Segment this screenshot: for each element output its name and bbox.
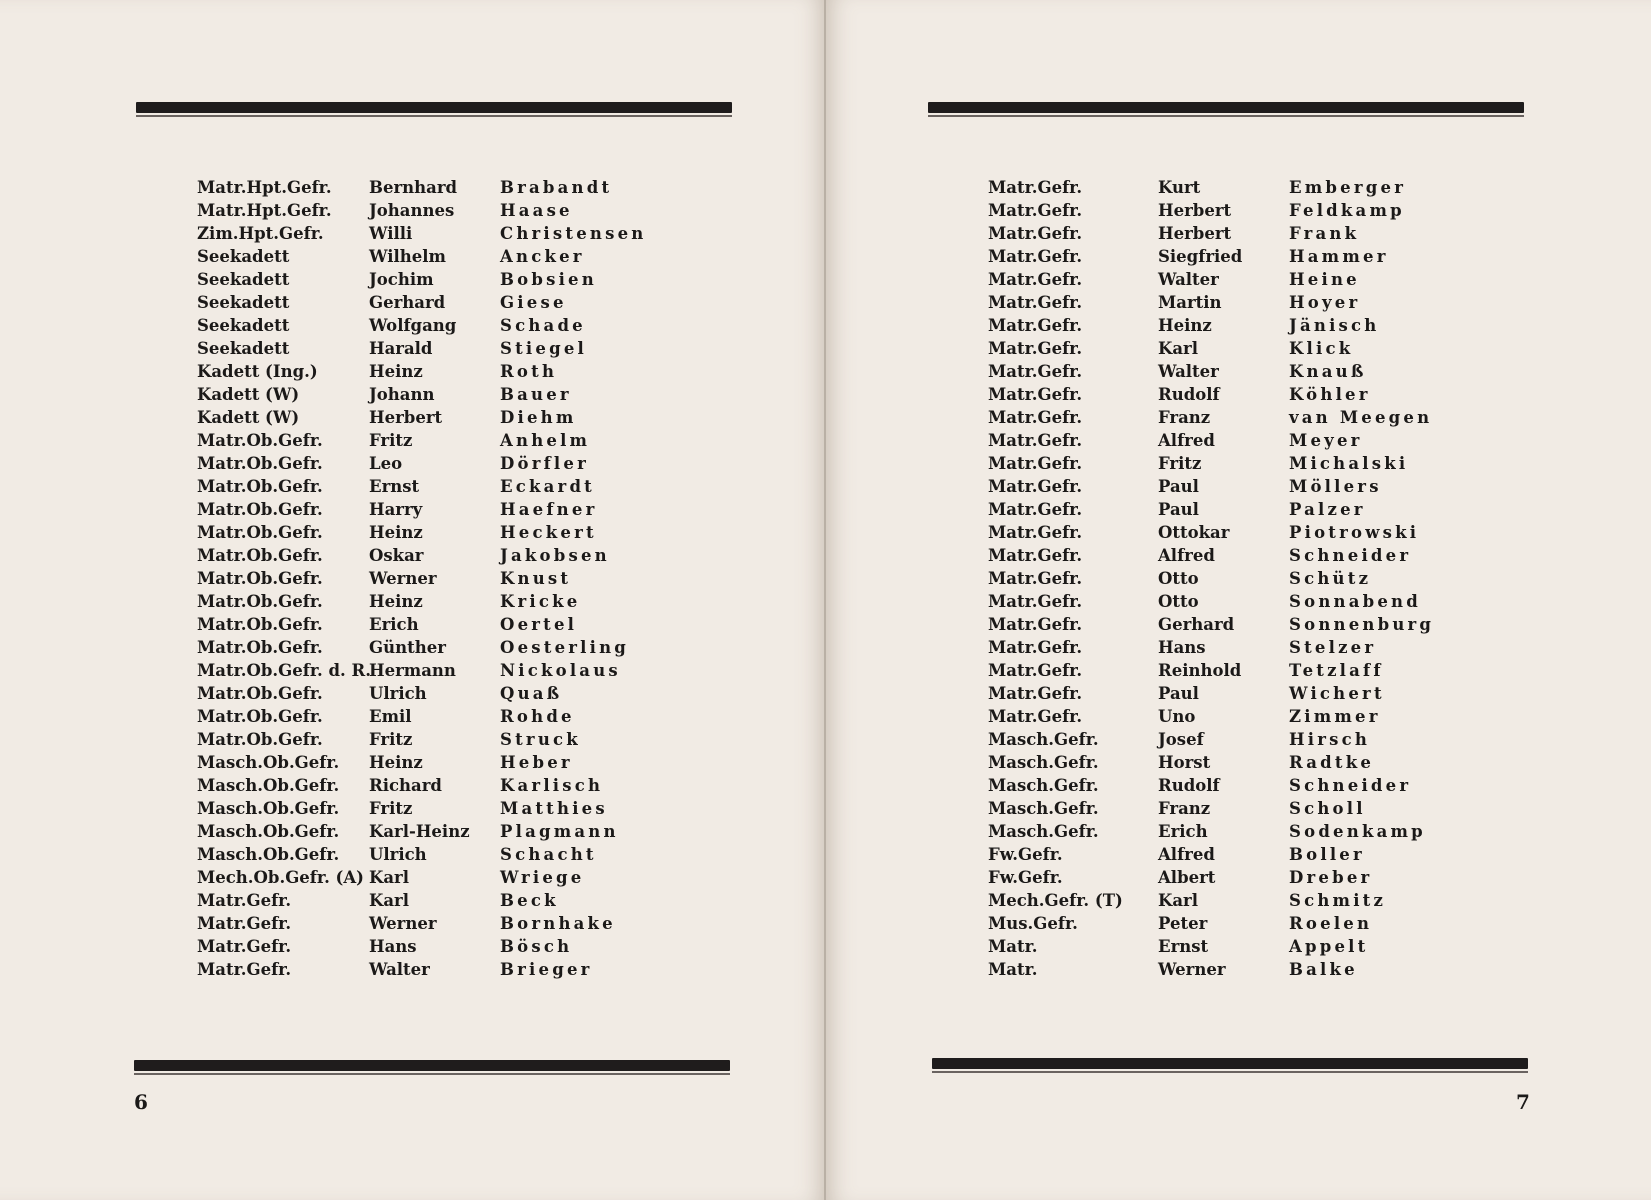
last-name-cell: Roelen	[1289, 914, 1373, 933]
first-name-cell: Siegfried	[1158, 247, 1243, 266]
rank-cell: Fw.Gefr.	[988, 845, 1063, 864]
rank-cell: Fw.Gefr.	[988, 868, 1063, 887]
last-name-cell: Wriege	[500, 868, 585, 887]
roster-row	[988, 291, 1434, 314]
first-name-cell: Gerhard	[1158, 615, 1235, 634]
last-name-cell: Eckardt	[500, 477, 595, 496]
last-name-cell: Köhler	[1289, 385, 1371, 404]
rank-cell: Matr.Gefr.	[988, 615, 1083, 634]
roster-row	[988, 866, 1434, 889]
first-name-cell: Horst	[1158, 753, 1211, 772]
roster-row	[197, 797, 646, 820]
rank-cell: Matr.Ob.Gefr.	[197, 615, 323, 634]
first-name-cell: Heinz	[369, 592, 423, 611]
rank-cell: Masch.Gefr.	[988, 730, 1099, 749]
first-name-cell: Alfred	[1158, 845, 1215, 864]
roster-row	[197, 705, 646, 728]
rank-cell: Mech.Ob.Gefr. (A)	[197, 868, 364, 887]
first-name-cell: Harald	[369, 339, 433, 358]
last-name-cell: Scholl	[1289, 799, 1366, 818]
first-name-cell: Alfred	[1158, 431, 1215, 450]
rank-cell: Seekadett	[197, 339, 290, 358]
roster-row	[197, 728, 646, 751]
roster-row	[988, 406, 1434, 429]
rank-cell: Matr.Gefr.	[197, 937, 292, 956]
first-name-cell: Fritz	[369, 730, 413, 749]
rank-cell: Masch.Gefr.	[988, 799, 1099, 818]
roster-row	[988, 544, 1434, 567]
first-name-cell: Heinz	[369, 362, 423, 381]
roster-row	[988, 245, 1434, 268]
rank-cell: Seekadett	[197, 316, 290, 335]
rank-cell: Masch.Ob.Gefr.	[197, 776, 340, 795]
first-name-cell: Karl	[1158, 339, 1198, 358]
first-name-cell: Fritz	[369, 799, 413, 818]
last-name-cell: Schneider	[1289, 776, 1412, 795]
last-name-cell: Bobsien	[500, 270, 597, 289]
header-rule	[928, 102, 1524, 113]
first-name-cell: Karl	[1158, 891, 1198, 910]
last-name-cell: Nickolaus	[500, 661, 621, 680]
last-name-cell: Tetzlaff	[1289, 661, 1384, 680]
rank-cell: Matr.	[988, 960, 1038, 979]
page-right	[826, 0, 1651, 1200]
roster-row	[197, 222, 646, 245]
rank-cell: Matr.Ob.Gefr.	[197, 730, 323, 749]
first-name-cell: Karl-Heinz	[369, 822, 470, 841]
last-name-cell: Quaß	[500, 684, 563, 703]
rank-cell: Matr.Gefr.	[988, 523, 1083, 542]
roster-list	[197, 176, 646, 981]
last-name-cell: Hirsch	[1289, 730, 1371, 749]
roster-row	[988, 843, 1434, 866]
last-name-cell: Zimmer	[1289, 707, 1381, 726]
rank-cell: Matr.Gefr.	[197, 960, 292, 979]
roster-row	[197, 429, 646, 452]
last-name-cell: Meyer	[1289, 431, 1363, 450]
rank-cell: Seekadett	[197, 247, 290, 266]
last-name-cell: Haase	[500, 201, 573, 220]
first-name-cell: Hermann	[369, 661, 456, 680]
rank-cell: Matr.Gefr.	[988, 684, 1083, 703]
rank-cell: Kadett (W)	[197, 408, 300, 427]
first-name-cell: Günther	[369, 638, 446, 657]
rank-cell: Matr.Gefr.	[988, 178, 1083, 197]
roster-row	[988, 636, 1434, 659]
first-name-cell: Bernhard	[369, 178, 458, 197]
first-name-cell: Willi	[369, 224, 413, 243]
roster-row	[197, 268, 646, 291]
rank-cell: Matr.Gefr.	[988, 247, 1083, 266]
last-name-cell: Christensen	[500, 224, 647, 243]
roster-row	[988, 682, 1434, 705]
roster-row	[197, 245, 646, 268]
roster-row	[988, 912, 1434, 935]
first-name-cell: Paul	[1158, 500, 1199, 519]
first-name-cell: Ernst	[1158, 937, 1209, 956]
last-name-cell: Stiegel	[500, 339, 588, 358]
first-name-cell: Alfred	[1158, 546, 1215, 565]
first-name-cell: Leo	[369, 454, 403, 473]
first-name-cell: Wilhelm	[369, 247, 446, 266]
roster-row	[197, 544, 646, 567]
first-name-cell: Ernst	[369, 477, 420, 496]
last-name-cell: Brabandt	[500, 178, 613, 197]
first-name-cell: Paul	[1158, 684, 1199, 703]
last-name-cell: Ancker	[500, 247, 585, 266]
roster-row	[197, 590, 646, 613]
first-name-cell: Heinz	[1158, 316, 1212, 335]
first-name-cell: Werner	[1158, 960, 1226, 979]
last-name-cell: Oertel	[500, 615, 578, 634]
rank-cell: Matr.Gefr.	[988, 707, 1083, 726]
roster-row	[988, 613, 1434, 636]
roster-row	[197, 843, 646, 866]
last-name-cell: Beck	[500, 891, 559, 910]
roster-row	[197, 291, 646, 314]
first-name-cell: Werner	[369, 914, 437, 933]
last-name-cell: Bauer	[500, 385, 572, 404]
first-name-cell: Walter	[369, 960, 430, 979]
roster-row	[988, 751, 1434, 774]
last-name-cell: Knauß	[1289, 362, 1367, 381]
last-name-cell: Wichert	[1289, 684, 1385, 703]
last-name-cell: Feldkamp	[1289, 201, 1405, 220]
first-name-cell: Fritz	[1158, 454, 1202, 473]
rank-cell: Matr.Ob.Gefr.	[197, 638, 323, 657]
first-name-cell: Wolfgang	[369, 316, 457, 335]
last-name-cell: Haefner	[500, 500, 598, 519]
rank-cell: Matr.Gefr.	[988, 224, 1083, 243]
rank-cell: Matr.Gefr.	[988, 316, 1083, 335]
last-name-cell: Roth	[500, 362, 558, 381]
roster-row	[988, 452, 1434, 475]
roster-row	[988, 705, 1434, 728]
rank-cell: Matr.Gefr.	[988, 638, 1083, 657]
roster-row	[988, 498, 1434, 521]
first-name-cell: Oskar	[369, 546, 424, 565]
last-name-cell: Brieger	[500, 960, 593, 979]
roster-row	[988, 774, 1434, 797]
first-name-cell: Herbert	[1158, 201, 1232, 220]
last-name-cell: Karlisch	[500, 776, 604, 795]
last-name-cell: Boller	[1289, 845, 1365, 864]
rank-cell: Matr.Ob.Gefr.	[197, 707, 323, 726]
roster-row	[197, 774, 646, 797]
first-name-cell: Josef	[1158, 730, 1204, 749]
first-name-cell: Reinhold	[1158, 661, 1242, 680]
last-name-cell: Hammer	[1289, 247, 1389, 266]
rank-cell: Matr.Gefr.	[988, 293, 1083, 312]
rank-cell: Matr.Ob.Gefr.	[197, 592, 323, 611]
last-name-cell: Schade	[500, 316, 586, 335]
roster-row	[197, 912, 646, 935]
last-name-cell: Plagmann	[500, 822, 619, 841]
rank-cell: Matr.Gefr.	[988, 477, 1083, 496]
first-name-cell: Rudolf	[1158, 385, 1220, 404]
last-name-cell: Klick	[1289, 339, 1354, 358]
rank-cell: Matr.Hpt.Gefr.	[197, 201, 332, 220]
rank-cell: Matr.Gefr.	[988, 431, 1083, 450]
last-name-cell: Dörfler	[500, 454, 589, 473]
first-name-cell: Otto	[1158, 592, 1199, 611]
rank-cell: Matr.Ob.Gefr.	[197, 523, 323, 542]
rank-cell: Mus.Gefr.	[988, 914, 1078, 933]
roster-row	[988, 521, 1434, 544]
last-name-cell: Dreber	[1289, 868, 1373, 887]
last-name-cell: Struck	[500, 730, 581, 749]
first-name-cell: Karl	[369, 891, 409, 910]
roster-row	[197, 406, 646, 429]
last-name-cell: Michalski	[1289, 454, 1409, 473]
rank-cell: Matr.Gefr.	[988, 454, 1083, 473]
last-name-cell: Schneider	[1289, 546, 1412, 565]
roster-row	[197, 521, 646, 544]
last-name-cell: Appelt	[1289, 937, 1369, 956]
rank-cell: Matr.Gefr.	[197, 891, 292, 910]
rank-cell: Matr.Gefr.	[197, 914, 292, 933]
roster-row	[197, 199, 646, 222]
last-name-cell: Rohde	[500, 707, 575, 726]
last-name-cell: Oesterling	[500, 638, 630, 657]
last-name-cell: Heine	[1289, 270, 1360, 289]
rank-cell: Masch.Ob.Gefr.	[197, 753, 340, 772]
roster-row	[988, 429, 1434, 452]
rank-cell: Matr.Gefr.	[988, 546, 1083, 565]
roster-row	[988, 935, 1434, 958]
first-name-cell: Heinz	[369, 523, 423, 542]
roster-row	[197, 498, 646, 521]
first-name-cell: Ulrich	[369, 684, 427, 703]
roster-row	[988, 176, 1434, 199]
first-name-cell: Heinz	[369, 753, 423, 772]
rank-cell: Kadett (W)	[197, 385, 300, 404]
first-name-cell: Albert	[1158, 868, 1216, 887]
last-name-cell: Stelzer	[1289, 638, 1377, 657]
roster-row	[988, 590, 1434, 613]
rank-cell: Seekadett	[197, 293, 290, 312]
roster-row	[197, 935, 646, 958]
roster-row	[988, 958, 1434, 981]
first-name-cell: Ottokar	[1158, 523, 1230, 542]
last-name-cell: Frank	[1289, 224, 1360, 243]
roster-row	[988, 383, 1434, 406]
first-name-cell: Herbert	[369, 408, 443, 427]
first-name-cell: Fritz	[369, 431, 413, 450]
roster-row	[988, 797, 1434, 820]
first-name-cell: Johannes	[369, 201, 455, 220]
first-name-cell: Paul	[1158, 477, 1199, 496]
rank-cell: Matr.Ob.Gefr.	[197, 500, 323, 519]
first-name-cell: Karl	[369, 868, 409, 887]
roster-row	[197, 383, 646, 406]
first-name-cell: Franz	[1158, 799, 1211, 818]
last-name-cell: Radtke	[1289, 753, 1375, 772]
roster-row	[197, 360, 646, 383]
page-number: 6	[134, 1090, 148, 1114]
first-name-cell: Erich	[369, 615, 419, 634]
rank-cell: Matr.Gefr.	[988, 339, 1083, 358]
rank-cell: Matr.Ob.Gefr.	[197, 546, 323, 565]
last-name-cell: Diehm	[500, 408, 577, 427]
rank-cell: Matr.Ob.Gefr.	[197, 454, 323, 473]
roster-row	[197, 636, 646, 659]
first-name-cell: Franz	[1158, 408, 1211, 427]
first-name-cell: Uno	[1158, 707, 1196, 726]
roster-row	[197, 866, 646, 889]
roster-row	[988, 567, 1434, 590]
last-name-cell: Jänisch	[1289, 316, 1380, 335]
first-name-cell: Richard	[369, 776, 442, 795]
roster-row	[988, 728, 1434, 751]
last-name-cell: Matthies	[500, 799, 608, 818]
last-name-cell: Sonnenburg	[1289, 615, 1435, 634]
first-name-cell: Jochim	[369, 270, 434, 289]
roster-row	[988, 659, 1434, 682]
first-name-cell: Walter	[1158, 270, 1219, 289]
last-name-cell: Jakobsen	[500, 546, 610, 565]
last-name-cell: Giese	[500, 293, 567, 312]
first-name-cell: Rudolf	[1158, 776, 1220, 795]
roster-row	[988, 314, 1434, 337]
roster-row	[197, 889, 646, 912]
rank-cell: Matr.Gefr.	[988, 362, 1083, 381]
last-name-cell: Möllers	[1289, 477, 1382, 496]
roster-row	[988, 268, 1434, 291]
rank-cell: Matr.Gefr.	[988, 270, 1083, 289]
rank-cell: Matr.Ob.Gefr.	[197, 477, 323, 496]
header-rule	[136, 102, 732, 113]
last-name-cell: Knust	[500, 569, 572, 588]
rank-cell: Mech.Gefr. (T)	[988, 891, 1123, 910]
roster-row	[197, 567, 646, 590]
rank-cell: Seekadett	[197, 270, 290, 289]
roster-row	[988, 475, 1434, 498]
roster-row	[988, 360, 1434, 383]
rank-cell: Kadett (Ing.)	[197, 362, 318, 381]
roster-row	[988, 337, 1434, 360]
roster-list	[988, 176, 1434, 981]
rank-cell: Matr.Ob.Gefr.	[197, 684, 323, 703]
rank-cell: Matr.Gefr.	[988, 385, 1083, 404]
roster-row	[197, 337, 646, 360]
rank-cell: Masch.Ob.Gefr.	[197, 822, 340, 841]
roster-row	[197, 659, 646, 682]
page-left	[0, 0, 825, 1200]
last-name-cell: Kricke	[500, 592, 581, 611]
first-name-cell: Peter	[1158, 914, 1208, 933]
rank-cell: Masch.Gefr.	[988, 753, 1099, 772]
rank-cell: Matr.Gefr.	[988, 661, 1083, 680]
first-name-cell: Erich	[1158, 822, 1208, 841]
last-name-cell: Piotrowski	[1289, 523, 1420, 542]
first-name-cell: Hans	[1158, 638, 1206, 657]
rank-cell: Masch.Gefr.	[988, 776, 1099, 795]
rank-cell: Masch.Gefr.	[988, 822, 1099, 841]
rank-cell: Matr.Gefr.	[988, 592, 1083, 611]
first-name-cell: Ulrich	[369, 845, 427, 864]
last-name-cell: Anhelm	[500, 431, 591, 450]
first-name-cell: Harry	[369, 500, 423, 519]
last-name-cell: Heber	[500, 753, 573, 772]
footer-rule	[134, 1060, 730, 1071]
roster-row	[988, 889, 1434, 912]
last-name-cell: Bornhake	[500, 914, 616, 933]
rank-cell: Matr.Ob.Gefr. d. R.	[197, 661, 371, 680]
first-name-cell: Werner	[369, 569, 437, 588]
last-name-cell: Emberger	[1289, 178, 1407, 197]
last-name-cell: Sodenkamp	[1289, 822, 1426, 841]
roster-row	[197, 314, 646, 337]
rank-cell: Matr.Hpt.Gefr.	[197, 178, 332, 197]
first-name-cell: Hans	[369, 937, 417, 956]
rank-cell: Matr.Gefr.	[988, 569, 1083, 588]
footer-rule	[932, 1058, 1528, 1069]
last-name-cell: Palzer	[1289, 500, 1366, 519]
first-name-cell: Emil	[369, 707, 412, 726]
rank-cell: Matr.Ob.Gefr.	[197, 431, 323, 450]
page-number: 7	[1516, 1090, 1530, 1114]
rank-cell: Masch.Ob.Gefr.	[197, 845, 340, 864]
last-name-cell: Sonnabend	[1289, 592, 1421, 611]
rank-cell: Matr.Gefr.	[988, 201, 1083, 220]
roster-row	[197, 613, 646, 636]
rank-cell: Matr.	[988, 937, 1038, 956]
first-name-cell: Otto	[1158, 569, 1199, 588]
first-name-cell: Kurt	[1158, 178, 1201, 197]
roster-row	[988, 199, 1434, 222]
roster-row	[988, 222, 1434, 245]
first-name-cell: Herbert	[1158, 224, 1232, 243]
last-name-cell: Bösch	[500, 937, 573, 956]
roster-row	[197, 682, 646, 705]
first-name-cell: Martin	[1158, 293, 1222, 312]
rank-cell: Matr.Ob.Gefr.	[197, 569, 323, 588]
roster-row	[197, 475, 646, 498]
first-name-cell: Johann	[369, 385, 435, 404]
rank-cell: Matr.Gefr.	[988, 408, 1083, 427]
last-name-cell: Schütz	[1289, 569, 1372, 588]
last-name-cell: Schmitz	[1289, 891, 1387, 910]
last-name-cell: Schacht	[500, 845, 597, 864]
last-name-cell: Hoyer	[1289, 293, 1361, 312]
rank-cell: Masch.Ob.Gefr.	[197, 799, 340, 818]
last-name-cell: Heckert	[500, 523, 597, 542]
roster-row	[197, 452, 646, 475]
rank-cell: Zim.Hpt.Gefr.	[197, 224, 324, 243]
rank-cell: Matr.Gefr.	[988, 500, 1083, 519]
roster-row	[988, 820, 1434, 843]
first-name-cell: Walter	[1158, 362, 1219, 381]
first-name-cell: Gerhard	[369, 293, 446, 312]
roster-row	[197, 176, 646, 199]
roster-row	[197, 751, 646, 774]
last-name-cell: van Meegen	[1289, 408, 1433, 427]
roster-row	[197, 820, 646, 843]
last-name-cell: Balke	[1289, 960, 1358, 979]
roster-row	[197, 958, 646, 981]
